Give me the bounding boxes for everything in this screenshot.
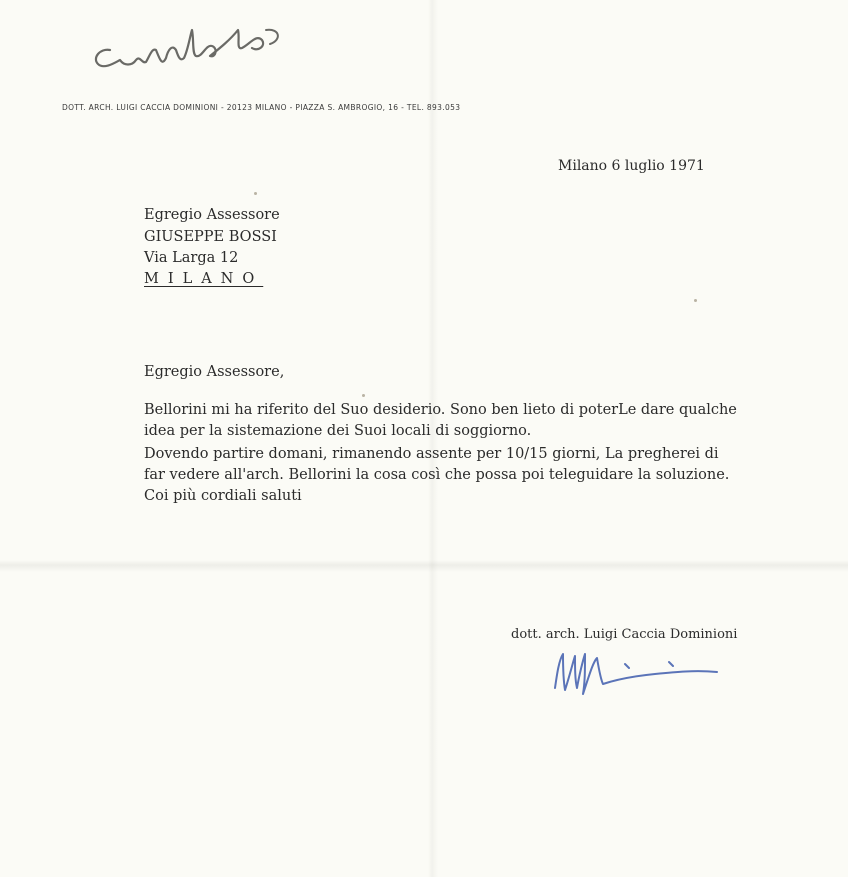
- handwritten-signature: [545, 640, 735, 700]
- body-line: idea per la sistemazione dei Suoi locali di soggiorno.: [144, 423, 532, 439]
- body-line: Coi più cordiali saluti: [144, 488, 302, 504]
- body-line: Dovendo partire domani, rimanendo assente per 10/15 giorni, La pregherei di: [144, 446, 719, 462]
- handwritten-annotation: [80, 0, 290, 90]
- letterhead: DOTT. ARCH. LUIGI CACCIA DOMINIONI - 20123 MILANO - PIAZZA S. AMBROGIO, 16 - TEL. 893.053: [62, 103, 461, 112]
- paper-speck: [254, 192, 257, 195]
- recipient-city: MILANO: [144, 271, 264, 287]
- paper-speck: [694, 299, 697, 302]
- signature-name: dott. arch. Luigi Caccia Dominioni: [511, 627, 738, 642]
- body-line: Bellorini mi ha riferito del Suo desiderio. Sono ben lieto di poterLe dare qualche: [144, 402, 737, 418]
- recipient-title: Egregio Assessore: [144, 207, 280, 223]
- letter-date: Milano 6 luglio 1971: [558, 158, 705, 174]
- recipient-street: Via Larga 12: [144, 250, 239, 266]
- paper-speck: [362, 394, 365, 397]
- salutation: Egregio Assessore,: [144, 364, 285, 380]
- body-line: far vedere all'arch. Bellorini la cosa così che possa poi teleguidare la soluzione.: [144, 467, 730, 483]
- recipient-name: GIUSEPPE BOSSI: [144, 229, 277, 245]
